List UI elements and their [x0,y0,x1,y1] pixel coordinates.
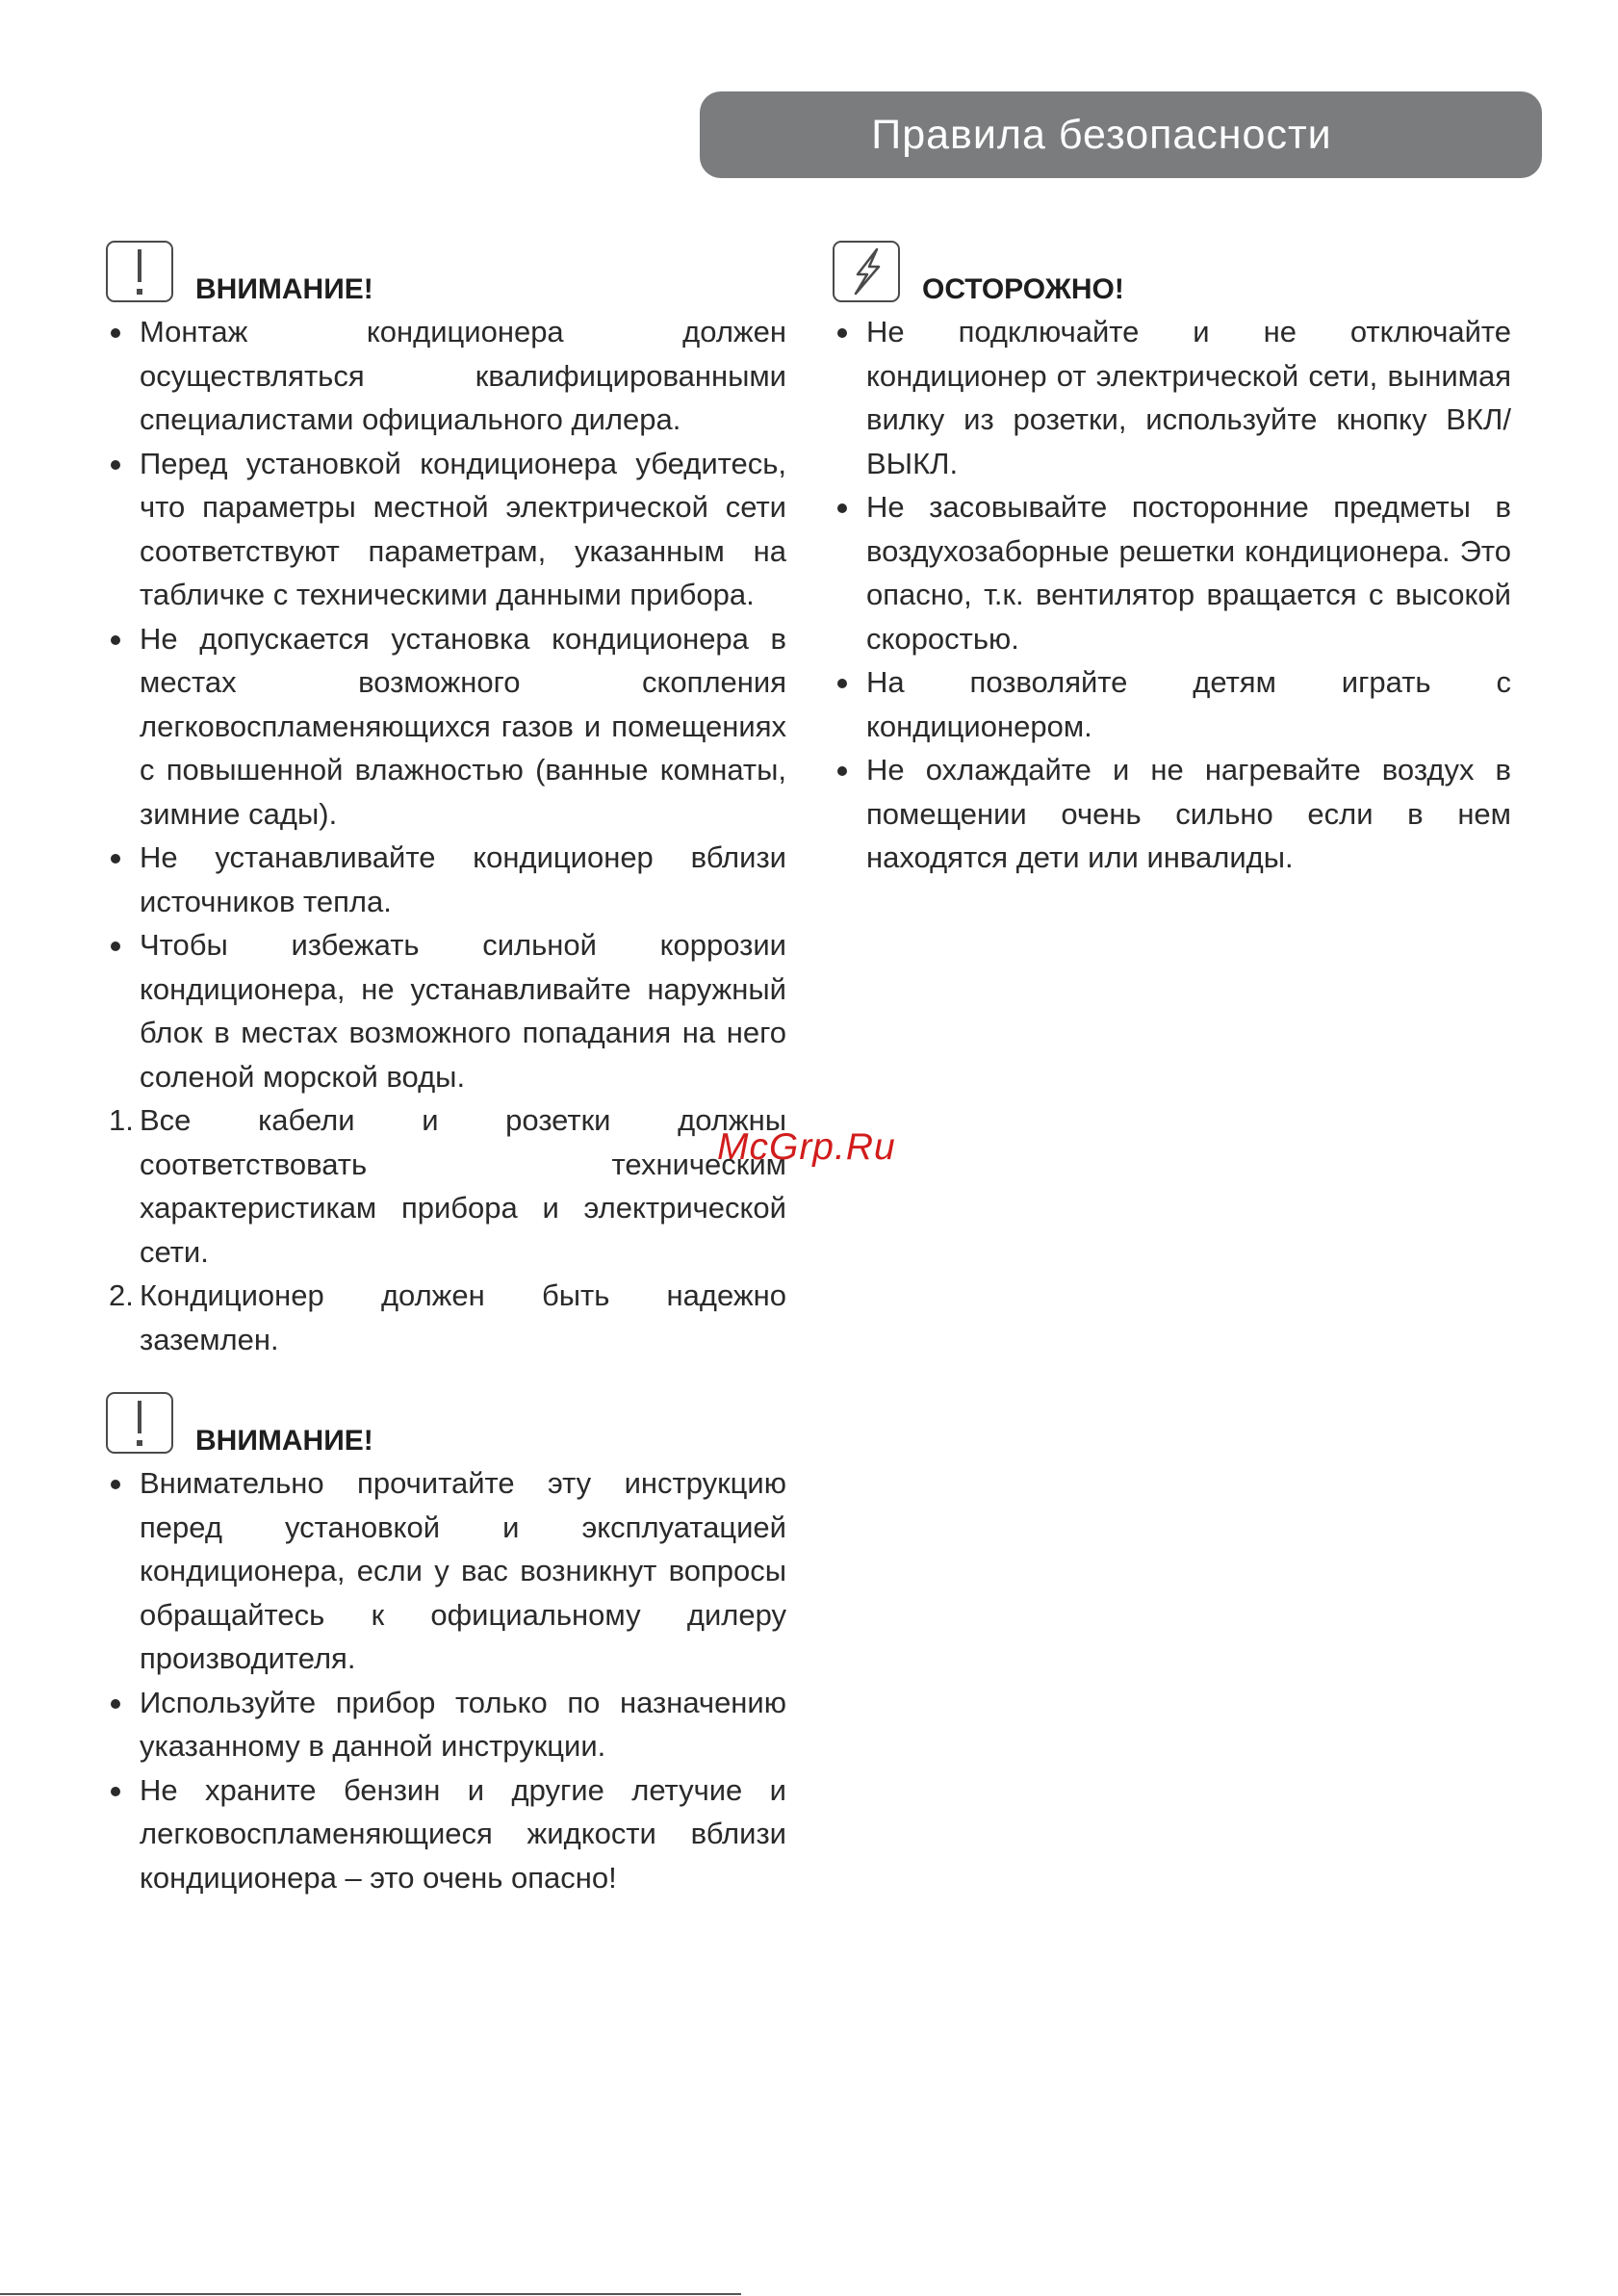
warning-title: ОСТОРОЖНО! [922,273,1124,305]
section-header [700,91,1542,178]
list-item: Внимательно прочитайте эту инструкцию перед установкой и эксплуатацией кондиционера, если у вас возникнут вопросы обращайтесь к официальному дилеру производителя. [101,1461,786,1681]
watermark: McGrp.Ru [717,1126,896,1168]
list-item: Используйте прибор только по назначению указанному в данной инструкции. [101,1681,786,1768]
item-text: Кондиционер должен быть надежно заземлен. [140,1278,786,1356]
numbered-item [101,1098,786,1274]
page-title: Правила безопасности [871,111,1332,158]
attention-section-2 [101,1382,786,1899]
list-item: На позволяйте детям играть с кондиционером. [828,660,1511,748]
list-item: Чтобы избежать сильной коррозии кондиционера, не устанавливайте наружный блок в местах возможного попадания на него соленой морской воды. [101,923,786,1098]
exclamation-icon [106,241,173,302]
section-heading [101,1382,786,1457]
bullet-list [101,310,786,1361]
warning-title: ВНИМАНИЕ! [195,273,373,305]
warning-title: ВНИМАНИЕ! [195,1425,373,1457]
footer-divider [0,2293,741,2295]
left-column [101,231,786,1899]
item-text: Все кабели и розетки должны соответствовать техническим характеристикам прибора и электрической сети. [140,1103,786,1269]
item-number: 1. [109,1103,134,1137]
caution-section [828,231,1511,880]
section-heading [828,231,1511,305]
exclamation-icon [106,1392,173,1454]
list-item: Монтаж кондиционера должен осуществляться квалифицированными специалистами официального дилера. [101,310,786,442]
list-item: Перед установкой кондиционера убедитесь, что параметры местной электрической сети соответствуют параметрам, указанным на табличке с техническими данными прибора. [101,442,786,617]
list-item: Не охлаждайте и не нагревайте воздух в помещении очень сильно если в нем находятся дети или инвалиды. [828,748,1511,880]
lightning-icon [833,241,900,302]
attention-section-1 [101,231,786,1361]
list-item: Не храните бензин и другие летучие и легковоспламеняющиеся жидкости вблизи кондиционера – это очень опасно! [101,1768,786,1900]
bullet-list [828,310,1511,880]
list-item: Не устанавливайте кондиционер вблизи источников тепла. [101,836,786,923]
bullet-list [101,1461,786,1899]
list-item: Не допускается установка кондиционера в местах возможного скопления легковоспламеняющихся газов и помещениях с повышенной влажностью (ванные комнаты, зимние сады). [101,617,786,837]
list-item: Не подключайте и не отключайте кондиционер от электрической сети, вынимая вилку из розетки, используйте кнопку ВКЛ/ВЫКЛ. [828,310,1511,485]
section-heading [101,231,786,305]
numbered-item [101,1274,786,1361]
item-number: 2. [109,1278,134,1312]
list-item: Не засовывайте посторонние предметы в воздухозаборные решетки кондиционера. Это опасно, т.к. вентилятор вращается с высокой скоростью. [828,485,1511,660]
right-column [828,231,1511,880]
